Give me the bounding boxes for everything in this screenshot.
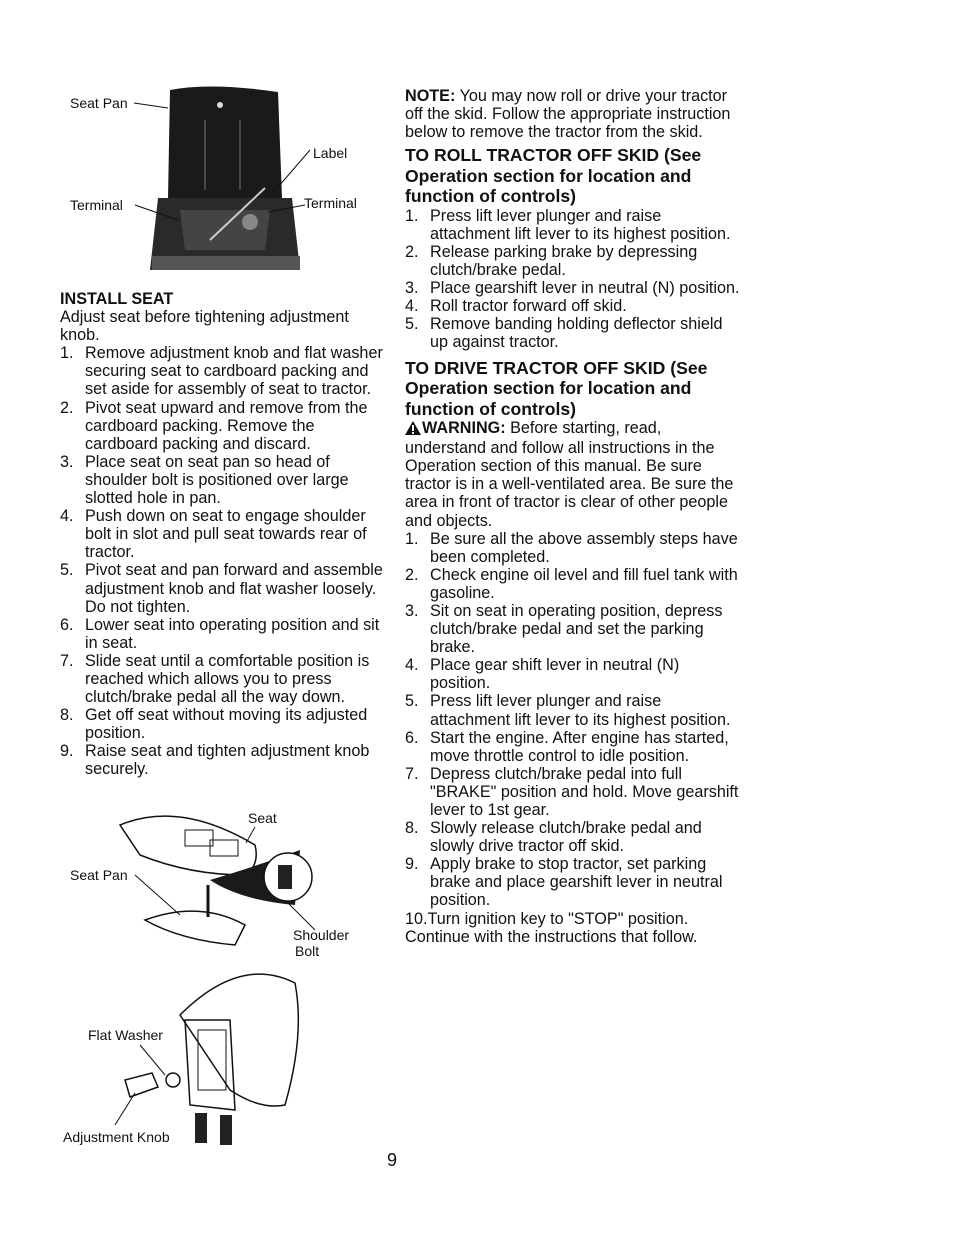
label-seat-pan: Seat Pan xyxy=(70,95,128,111)
list-item: 1. Remove adjustment knob and flat washer securing seat to cardboard packing and set aside for assembly of seat to tractor. xyxy=(60,344,383,399)
drive-off-heading: TO DRIVE TRACTOR OFF SKID (See Operation section for location and function of controls) xyxy=(405,357,708,419)
list-item: 5. Pivot seat and pan forward and assemble adjustment knob and flat washer loosely. Do not tighten. xyxy=(60,561,383,616)
list-item: 3. Place gearshift lever in neutral (N) position. xyxy=(405,279,740,298)
list-item: 7. Depress clutch/brake pedal into full "BRAKE" position and hold. Move gearshift lever to 1st gear. xyxy=(405,764,739,819)
closing-text: Continue with the instructions that follow. xyxy=(405,927,698,946)
list-item: 6. Lower seat into operating position and sit in seat. xyxy=(60,615,380,652)
label-seat: Seat xyxy=(248,810,277,826)
list-item: 2. Pivot seat upward and remove from the cardboard packing. Remove the cardboard packing and discard. xyxy=(60,398,368,453)
list-item: 1. Be sure all the above assembly steps have been completed. xyxy=(405,529,738,566)
note-text: You may now roll or drive your tractor off the skid. Follow the appropriate instruction below to remove the tractor from the skid. xyxy=(405,87,731,142)
list-item: 3. Sit on seat in operating position, depress clutch/brake pedal and set the parking brake. xyxy=(405,601,723,657)
list-item: 2. Release parking brake by depressing clutch/brake pedal. xyxy=(405,242,698,280)
list-item: 8. Slowly release clutch/brake pedal and slowly drive tractor off skid. xyxy=(405,819,702,856)
list-item: 4. Push down on seat to engage shoulder bolt in slot and pull seat towards rear of tractor. xyxy=(60,507,367,562)
page-number: 9 xyxy=(387,1150,398,1170)
install-seat-steps xyxy=(60,344,390,778)
list-item: 2. Check engine oil level and fill fuel tank with gasoline. xyxy=(405,565,738,602)
remove-from-skid-section xyxy=(405,87,740,946)
list-item: 9. Raise seat and tighten adjustment knob securely. xyxy=(60,742,370,779)
install-seat-heading: INSTALL SEAT xyxy=(60,290,174,308)
list-item: 6. Start the engine. After engine has started, move throttle control to idle position. xyxy=(405,728,729,765)
list-item: 1. Press lift lever plunger and raise attachment lift lever to its highest position. xyxy=(405,206,731,243)
warning-label: WARNING: xyxy=(422,419,506,438)
list-item: 4. Roll tractor forward off skid. xyxy=(405,297,627,316)
label-terminal-left: Terminal xyxy=(70,197,123,213)
label-seat-pan: Seat Pan xyxy=(70,867,128,883)
label-bolt: Bolt xyxy=(295,943,320,959)
list-item: 7. Slide seat until a comfortable position is reached which allows you to press clutch/brake pedal all the way down. xyxy=(60,651,370,707)
seat-assembly-illustration xyxy=(60,805,380,1150)
list-item: 3. Place seat on seat pan so head of shoulder bolt is positioned over large slotted hole in pan. xyxy=(60,452,349,508)
list-item: 9. Apply brake to stop tractor, set parking brake and place gearshift lever in neutral position. xyxy=(405,855,723,910)
list-item: 8. Get off seat without moving its adjusted position. xyxy=(60,706,368,743)
label-adjustment-knob: Adjustment Knob xyxy=(63,1129,170,1145)
list-item: 5. Press lift lever plunger and raise attachment lift lever to its highest position. xyxy=(405,692,731,729)
note-label: NOTE: xyxy=(405,87,456,105)
roll-off-heading: TO ROLL TRACTOR OFF SKID (See Operation section for location and function of controls) xyxy=(405,145,702,207)
label-flat-washer: Flat Washer xyxy=(88,1027,163,1043)
warning-text: Before starting, read, understand and follow all instructions in the Operation section of this manual. Be sure tractor is in a well-ventilated area. Be sure the area in front of tractor is clear of other people and objects. xyxy=(405,419,734,530)
drive-off-step-10: 10.Turn ignition key to "STOP" position. xyxy=(405,909,689,928)
seat-assembly-figure xyxy=(60,805,380,1150)
list-item: 4. Place gear shift lever in neutral (N) position. xyxy=(405,656,680,693)
warning-triangle-icon xyxy=(405,421,421,439)
drive-off-steps xyxy=(405,530,740,910)
list-item: 5. Remove banding holding deflector shield up against tractor. xyxy=(405,315,723,352)
seat-pan-figure xyxy=(60,80,380,280)
note-paragraph xyxy=(405,87,740,141)
label-label: Label xyxy=(313,145,348,161)
install-seat-section xyxy=(60,290,390,779)
roll-off-steps xyxy=(405,207,740,352)
install-seat-intro: Adjust seat before tightening adjustment knob. xyxy=(60,308,349,345)
label-terminal-right: Terminal xyxy=(304,195,357,211)
warning-paragraph xyxy=(405,419,740,530)
label-shoulder: Shoulder xyxy=(293,927,350,943)
